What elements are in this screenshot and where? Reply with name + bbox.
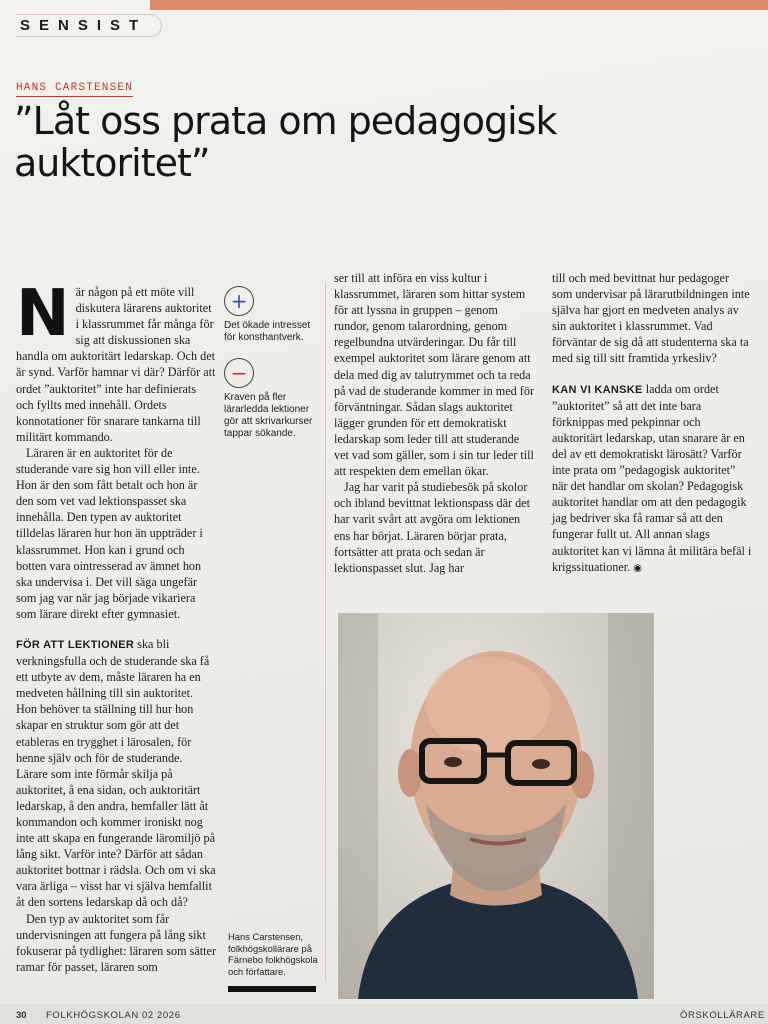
paragraph <box>552 381 752 577</box>
paragraph: till och med bevittnat hur pedagoger som undervisar på lärarutbildningen inte själva har gjort en medveten analys av sin auktoritet i klassrummet. Vad förväntar de sig då att studenterna ska ta med sig till sitt framtida yrkesliv? <box>552 271 750 366</box>
paragraph <box>16 636 216 911</box>
headline: ”Låt oss prata om pedagogisk auktoritet” <box>14 99 557 185</box>
plus-icon: + <box>224 286 254 316</box>
paragraph-text: ladda om ordet ”auktoritet” så att det inte bara förknippas med pekpinnar och auktoritärt ledarskap, utan snarare är en del av ett demokratiskt lärosätt? Varför inte prata om ”pedagogisk auktoritet” när det handlar om skolan? Pedagogisk auktoritet handlar om att den pedagogik jag bedriver ska få ramar så att den fungerar fullt ut. All annan slags auktoritet kan vi lämna åt militära befäl i krigssituationer. <box>552 381 752 574</box>
column-divider <box>325 282 326 982</box>
paragraph: ser till att införa en viss kultur i klassrummet, läraren som hittar system för att lyssna in gruppen – genom rundor, genom talarordning, genom regelbundna utvärderingar. Du får till exempel auktoritet som lärare genom att dela med dig av talutrymmet och ta reda på vad de studerande kommer in med för förväntningar. Sådan slags auktoritet lägger grunden för ett demokratiskt ledarskap som leder till att studerande vet vad som gäller, som i sin tur leder till att respekten dem emellan ökar. <box>334 271 535 479</box>
first-paragraph <box>16 277 216 445</box>
end-mark-icon: ◉ <box>633 562 642 574</box>
paragraph-text: ska bli verkningsfulla och de studerande ska få ett utbyte av dem, måste läraren ha en medveten hållning till sin auktoritet. Hon behöver ta ställning till hur hon skapar en struktur som gör att det etableras en trygghet i lärosalen, för henne själv och för de studerande. Lärare som inte förmår skilja på auktoritet, å ena sidan, och auktoritärt ledarskap, å den andra, hemfaller lätt åt kommandon och kommer ironiskt nog inte att skapa en fungerande läromiljö på lång sikt. Varför inte? Därför att sådan auktoritet bottnar i rädsla. Och om vi ska vara ärliga – visst har vi själva hemfallit åt den sortens ledarskap då och då? <box>16 636 216 910</box>
minus-box <box>224 358 324 440</box>
column-2 <box>334 270 534 576</box>
lead-in: FÖR ATT LEKTIONER <box>16 638 135 651</box>
page-footer <box>0 1004 768 1024</box>
paragraph: Den typ av auktoritet som får undervisningen att fungera på lång sikt fokuserar på tydlighet: läraren som sätter ramar för passet, läraren som <box>16 911 217 974</box>
minus-icon: − <box>224 358 254 388</box>
author-byline: HANS CARSTENSEN <box>16 82 133 97</box>
minus-text: Kraven på fler lärarledda lektioner gör att skrivarkurser tappar sökande. <box>224 392 313 439</box>
paragraph-text: är någon på ett möte vill diskutera lärarens auktoritet i klassrummet får många för sig att diskussionen ska handla om auktoritärt ledarskap. Och det är synd. Varför hamnar vi där? Därför att ordet ”auktoritet” inte har definierats och fyllts med innehåll. Ordets konnotationer för snarare tankarna till militärt kommando. <box>16 285 216 444</box>
page-top-edge <box>150 0 768 10</box>
caption-bar <box>228 986 316 992</box>
column-1 <box>16 277 217 975</box>
column-3 <box>552 270 752 577</box>
plus-text: Det ökade intresset för konsthantverk. <box>224 320 311 343</box>
author-portrait-photo <box>338 613 654 999</box>
page-number: 30 <box>16 1010 27 1021</box>
paragraph: Läraren är en auktoritet för de studerande vare sig hon vill eller inte. Hon är den som fått betalt och hon är den som vet vad lektionspasset ska innehålla. Den typen av auktoritet tilldelas läraren hur hon än uppträder i klassrummet. Hon kan i grund och botten vara ointresserad av ämnet hon ska undervisa i. Det vill säga ungefär som jag var när jag började vikariera som lärare direkt efter gymnasiet. <box>16 445 203 621</box>
section-kicker: SENSIST <box>16 14 162 37</box>
plus-box <box>224 286 324 344</box>
photo-caption: Hans Carstensen, folkhögskollärare på Färnebo folkhögskola och författare. <box>228 931 318 977</box>
footer-right-text: ÖRSKOLLÄRARE <box>680 1010 765 1021</box>
paragraph: Jag har varit på studiebesök på skolor och ibland bevittnat lektionspass där det har varit svårt att avgöra om lektionen ens har börjat. Läraren börjar prata, fortsätter att prata och sedan är lektionspasset slut. Jag har <box>334 480 530 575</box>
drop-cap: N <box>16 277 70 351</box>
portrait-illustration <box>338 613 654 999</box>
lead-in: KAN VI KANSKE <box>552 383 643 396</box>
magazine-issue: FOLKHÖGSKOLAN 02 2026 <box>46 1010 181 1021</box>
